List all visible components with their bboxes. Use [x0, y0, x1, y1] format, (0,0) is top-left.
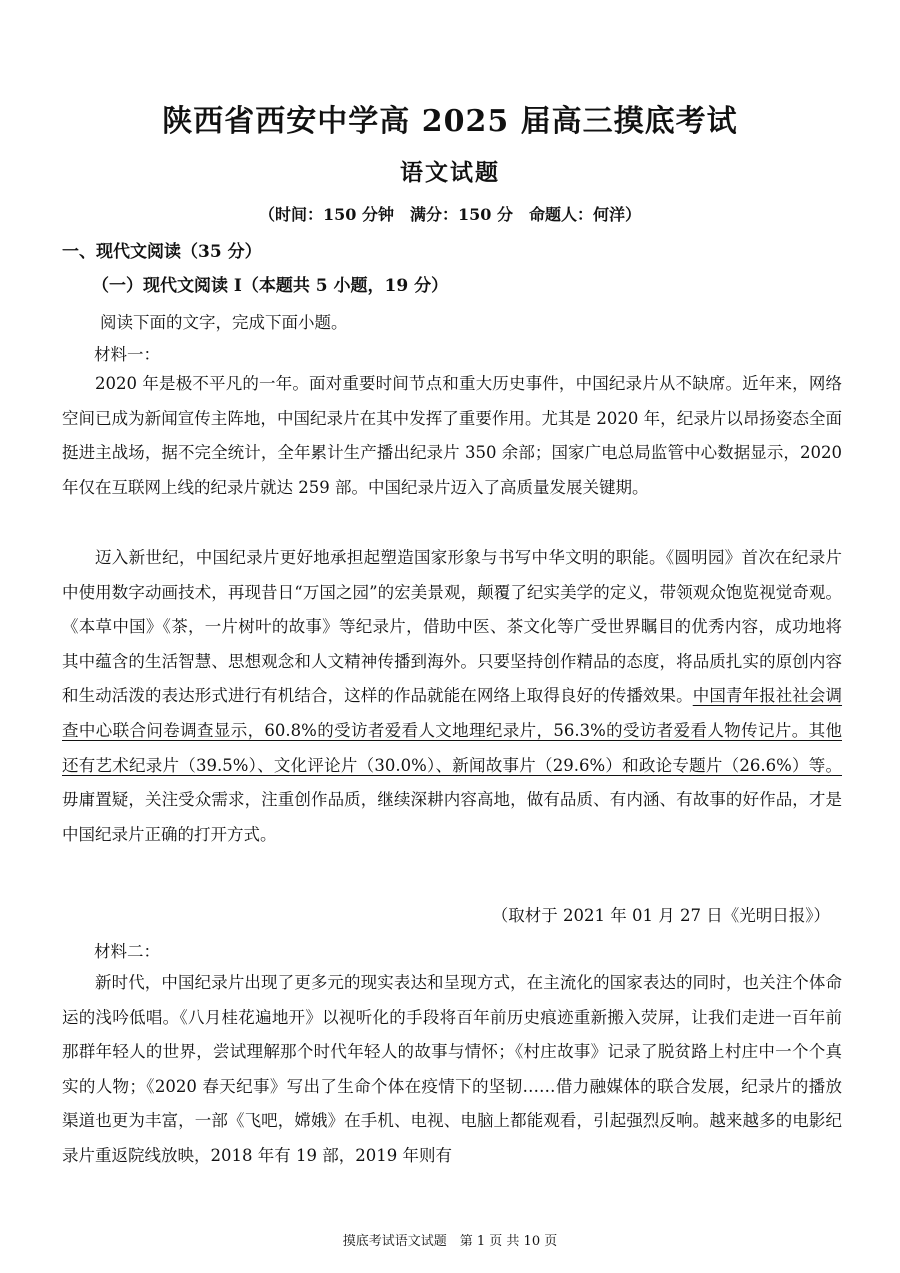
material-one-label: 材料一：	[94, 345, 160, 364]
reading-instruction: 阅读下面的文字，完成下面小题。	[100, 313, 348, 332]
exam-meta-info: （时间：150 分钟 满分：150 分 命题人：何洋）	[259, 205, 641, 224]
material-one-paragraph-1	[62, 367, 842, 505]
material-two-label: 材料二：	[94, 942, 160, 961]
subsection-heading: （一）现代文阅读 I（本题共 5 小题，19 分）	[92, 276, 449, 296]
paragraph-text: 迈入新世纪，中国纪录片更好地承担起塑造国家形象与书写中华文明的职能。《圆明园》首次在纪录片中使用数字动画技术，再现昔日“万国之园”的宏美景观，颠覆了纪实美学的定义，带领观众饱览视觉奇观。《本草中国》《茶，一片树叶的故事》等纪录片，借助中医、茶文化等广受世界瞩目的优秀内容，成功地将其中蕴含的生活智慧、思想观念和人文精神传播到海外。只要坚持创作精品的态度，将品质扎实的原创内容和生动活泼的表达形式进行有机结合，这样的作品就能在网络上取得良好的传播效果。	[62, 548, 842, 706]
material-one-source: （取材于 2021 年 01 月 27 日《光明日报》）	[491, 906, 830, 925]
exam-subtitle: 语文试题	[400, 159, 500, 186]
page-footer: 摸底考试语文试题 第 1 页 共 10 页	[342, 1234, 558, 1249]
paragraph-text: 新时代，中国纪录片出现了更多元的现实表达和呈现方式，在主流化的国家表达的同时，也关注个体命运的浅吟低唱。《八月桂花遍地开》以视听化的手段将百年前历史痕迹重新搬入荧屏，让我们走进一百年前那群年轻人的世界，尝试理解那个时代年轻人的故事与情怀；《村庄故事》记录了脱贫路上村庄中一个个真实的人物；《2020 春天纪事》写出了生命个体在疫情下的坚韧……借力融媒体的联合发展，纪录片的播放渠道也更为丰富，一部《飞吧，嫦娥》在手机、电视、电脑上都能观看，引起强烈反响。越来越多的电影纪录片重返院线放映，2018 年有 19 部，2019 年则有	[62, 973, 842, 1165]
material-one-paragraph-2	[62, 541, 842, 852]
paragraph-text: 毋庸置疑，关注受众需求，注重创作品质，继续深耕内容高地，做有品质、有内涵、有故事的好作品，才是中国纪录片正确的打开方式。	[62, 790, 842, 844]
section-heading: 一、现代文阅读（35 分）	[62, 242, 262, 262]
exam-title: 陕西省西安中学高 2025 届高三摸底考试	[162, 104, 738, 139]
underlined-survey-text: 中国青年报社社会调查中心联合问卷调查显示，60.8%的受访者爱看人文地理纪录片，56.3%的受访者爱看人物传记片。其他还有艺术纪录片（39.5%）、文化评论片（30.0%）、新闻故事片（29.6%）和政论专题片（26.6%）等。	[62, 686, 843, 775]
paragraph-text: 2020 年是极不平凡的一年。面对重要时间节点和重大历史事件，中国纪录片从不缺席。近年来，网络空间已成为新闻宣传主阵地，中国纪录片在其中发挥了重要作用。尤其是 2020 年，纪录片以昂扬姿态全面挺进主战场，据不完全统计，全年累计生产播出纪录片 350 余部；国家广电总局监管中心数据显示，2020 年仅在互联网上线的纪录片就达 259 部。中国纪录片迈入了高质量发展关键期。	[62, 374, 842, 497]
material-two-paragraph-1	[62, 966, 842, 1174]
